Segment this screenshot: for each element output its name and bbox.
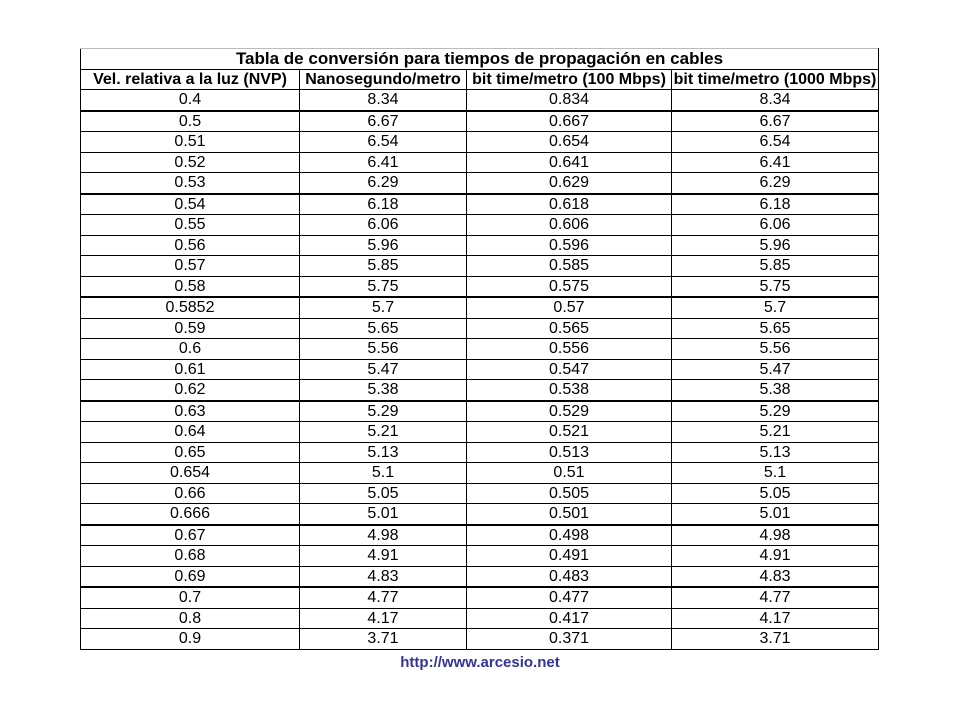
bit-time-100-cell: 0.641 bbox=[467, 152, 672, 173]
bit-time-1000-cell: 5.13 bbox=[672, 442, 879, 463]
ns-per-meter-cell: 5.56 bbox=[300, 339, 467, 360]
ns-per-meter-cell: 5.85 bbox=[300, 256, 467, 277]
bit-time-100-cell: 0.618 bbox=[467, 194, 672, 215]
nvp-cell: 0.56 bbox=[81, 235, 300, 256]
nvp-cell: 0.55 bbox=[81, 215, 300, 236]
table-row bbox=[81, 339, 879, 360]
ns-per-meter-cell: 5.13 bbox=[300, 442, 467, 463]
bit-time-100-cell: 0.371 bbox=[467, 629, 672, 650]
nvp-cell: 0.68 bbox=[81, 546, 300, 567]
bit-time-100-cell: 0.565 bbox=[467, 318, 672, 339]
nvp-cell: 0.65 bbox=[81, 442, 300, 463]
nvp-cell: 0.51 bbox=[81, 132, 300, 153]
bit-time-1000-cell: 5.21 bbox=[672, 422, 879, 443]
ns-per-meter-cell: 4.17 bbox=[300, 608, 467, 629]
bit-time-100-cell: 0.556 bbox=[467, 339, 672, 360]
table-row bbox=[81, 525, 879, 546]
bit-time-100-cell: 0.596 bbox=[467, 235, 672, 256]
table-row bbox=[81, 463, 879, 484]
table-row bbox=[81, 132, 879, 153]
table-title: Tabla de conversión para tiempos de propagación en cables bbox=[81, 49, 879, 70]
bit-time-1000-cell: 6.41 bbox=[672, 152, 879, 173]
bit-time-1000-cell: 4.83 bbox=[672, 566, 879, 587]
nvp-cell: 0.52 bbox=[81, 152, 300, 173]
bit-time-100-cell: 0.606 bbox=[467, 215, 672, 236]
bit-time-100-cell: 0.585 bbox=[467, 256, 672, 277]
bit-time-100-cell: 0.521 bbox=[467, 422, 672, 443]
ns-per-meter-cell: 6.54 bbox=[300, 132, 467, 153]
bit-time-100-cell: 0.529 bbox=[467, 401, 672, 422]
ns-per-meter-cell: 4.91 bbox=[300, 546, 467, 567]
bit-time-1000-cell: 6.29 bbox=[672, 173, 879, 194]
column-header-ns-per-meter: Nanosegundo/metro bbox=[300, 69, 467, 90]
nvp-cell: 0.8 bbox=[81, 608, 300, 629]
bit-time-1000-cell: 4.17 bbox=[672, 608, 879, 629]
bit-time-1000-cell: 5.75 bbox=[672, 276, 879, 297]
nvp-cell: 0.6 bbox=[81, 339, 300, 360]
ns-per-meter-cell: 6.67 bbox=[300, 111, 467, 132]
ns-per-meter-cell: 5.05 bbox=[300, 483, 467, 504]
bit-time-100-cell: 0.538 bbox=[467, 380, 672, 401]
nvp-cell: 0.57 bbox=[81, 256, 300, 277]
table-body bbox=[81, 90, 879, 650]
table-row bbox=[81, 587, 879, 608]
bit-time-100-cell: 0.417 bbox=[467, 608, 672, 629]
table-row bbox=[81, 215, 879, 236]
bit-time-1000-cell: 6.67 bbox=[672, 111, 879, 132]
bit-time-1000-cell: 4.77 bbox=[672, 587, 879, 608]
ns-per-meter-cell: 4.77 bbox=[300, 587, 467, 608]
bit-time-1000-cell: 5.65 bbox=[672, 318, 879, 339]
table-row bbox=[81, 504, 879, 525]
bit-time-100-cell: 0.834 bbox=[467, 90, 672, 111]
nvp-cell: 0.63 bbox=[81, 401, 300, 422]
table-row bbox=[81, 566, 879, 587]
ns-per-meter-cell: 5.21 bbox=[300, 422, 467, 443]
table-row bbox=[81, 276, 879, 297]
nvp-cell: 0.54 bbox=[81, 194, 300, 215]
ns-per-meter-cell: 6.18 bbox=[300, 194, 467, 215]
ns-per-meter-cell: 5.01 bbox=[300, 504, 467, 525]
bit-time-100-cell: 0.57 bbox=[467, 297, 672, 318]
column-header-bit-time-100: bit time/metro (100 Mbps) bbox=[467, 69, 672, 90]
nvp-cell: 0.53 bbox=[81, 173, 300, 194]
bit-time-1000-cell: 4.98 bbox=[672, 525, 879, 546]
ns-per-meter-cell: 6.29 bbox=[300, 173, 467, 194]
ns-per-meter-cell: 4.83 bbox=[300, 566, 467, 587]
bit-time-100-cell: 0.51 bbox=[467, 463, 672, 484]
bit-time-1000-cell: 5.56 bbox=[672, 339, 879, 360]
bit-time-1000-cell: 3.71 bbox=[672, 629, 879, 650]
table-title-row bbox=[81, 49, 879, 70]
bit-time-1000-cell: 5.85 bbox=[672, 256, 879, 277]
bit-time-100-cell: 0.483 bbox=[467, 566, 672, 587]
bit-time-100-cell: 0.505 bbox=[467, 483, 672, 504]
nvp-cell: 0.69 bbox=[81, 566, 300, 587]
nvp-cell: 0.4 bbox=[81, 90, 300, 111]
bit-time-1000-cell: 6.54 bbox=[672, 132, 879, 153]
table-row bbox=[81, 608, 879, 629]
bit-time-100-cell: 0.547 bbox=[467, 359, 672, 380]
nvp-cell: 0.59 bbox=[81, 318, 300, 339]
nvp-cell: 0.67 bbox=[81, 525, 300, 546]
nvp-cell: 0.66 bbox=[81, 483, 300, 504]
bit-time-1000-cell: 5.01 bbox=[672, 504, 879, 525]
bit-time-1000-cell: 5.05 bbox=[672, 483, 879, 504]
ns-per-meter-cell: 8.34 bbox=[300, 90, 467, 111]
table-row bbox=[81, 235, 879, 256]
bit-time-1000-cell: 5.96 bbox=[672, 235, 879, 256]
ns-per-meter-cell: 6.06 bbox=[300, 215, 467, 236]
table-row bbox=[81, 629, 879, 650]
table-row bbox=[81, 111, 879, 132]
nvp-cell: 0.62 bbox=[81, 380, 300, 401]
table-row bbox=[81, 422, 879, 443]
nvp-cell: 0.64 bbox=[81, 422, 300, 443]
ns-per-meter-cell: 5.47 bbox=[300, 359, 467, 380]
nvp-cell: 0.7 bbox=[81, 587, 300, 608]
nvp-cell: 0.5 bbox=[81, 111, 300, 132]
bit-time-100-cell: 0.654 bbox=[467, 132, 672, 153]
bit-time-1000-cell: 4.91 bbox=[672, 546, 879, 567]
bit-time-100-cell: 0.513 bbox=[467, 442, 672, 463]
column-header-nvp: Vel. relativa a la luz (NVP) bbox=[81, 69, 300, 90]
nvp-cell: 0.5852 bbox=[81, 297, 300, 318]
nvp-cell: 0.654 bbox=[81, 463, 300, 484]
bit-time-100-cell: 0.498 bbox=[467, 525, 672, 546]
ns-per-meter-cell: 5.7 bbox=[300, 297, 467, 318]
bit-time-1000-cell: 5.7 bbox=[672, 297, 879, 318]
bit-time-1000-cell: 5.1 bbox=[672, 463, 879, 484]
bit-time-100-cell: 0.491 bbox=[467, 546, 672, 567]
table-row bbox=[81, 401, 879, 422]
table-row bbox=[81, 90, 879, 111]
bit-time-1000-cell: 8.34 bbox=[672, 90, 879, 111]
table-row bbox=[81, 297, 879, 318]
table-header-row bbox=[81, 69, 879, 90]
ns-per-meter-cell: 3.71 bbox=[300, 629, 467, 650]
nvp-cell: 0.58 bbox=[81, 276, 300, 297]
table-row bbox=[81, 256, 879, 277]
bit-time-1000-cell: 5.38 bbox=[672, 380, 879, 401]
ns-per-meter-cell: 5.65 bbox=[300, 318, 467, 339]
table-row bbox=[81, 152, 879, 173]
nvp-cell: 0.9 bbox=[81, 629, 300, 650]
bit-time-1000-cell: 6.06 bbox=[672, 215, 879, 236]
table-row bbox=[81, 194, 879, 215]
bit-time-1000-cell: 5.29 bbox=[672, 401, 879, 422]
ns-per-meter-cell: 5.96 bbox=[300, 235, 467, 256]
table-row bbox=[81, 173, 879, 194]
bit-time-100-cell: 0.667 bbox=[467, 111, 672, 132]
bit-time-100-cell: 0.629 bbox=[467, 173, 672, 194]
nvp-cell: 0.666 bbox=[81, 504, 300, 525]
table-row bbox=[81, 442, 879, 463]
ns-per-meter-cell: 5.29 bbox=[300, 401, 467, 422]
bit-time-100-cell: 0.477 bbox=[467, 587, 672, 608]
bit-time-1000-cell: 5.47 bbox=[672, 359, 879, 380]
nvp-cell: 0.61 bbox=[81, 359, 300, 380]
ns-per-meter-cell: 5.75 bbox=[300, 276, 467, 297]
source-link[interactable]: http://www.arcesio.net bbox=[400, 654, 560, 671]
table-row bbox=[81, 546, 879, 567]
bit-time-1000-cell: 6.18 bbox=[672, 194, 879, 215]
ns-per-meter-cell: 4.98 bbox=[300, 525, 467, 546]
ns-per-meter-cell: 6.41 bbox=[300, 152, 467, 173]
table-row bbox=[81, 483, 879, 504]
table-row bbox=[81, 380, 879, 401]
bit-time-100-cell: 0.501 bbox=[467, 504, 672, 525]
conversion-table bbox=[80, 48, 879, 650]
column-header-bit-time-1000: bit time/metro (1000 Mbps) bbox=[672, 69, 879, 90]
conversion-table-container bbox=[80, 48, 878, 650]
table-row bbox=[81, 359, 879, 380]
ns-per-meter-cell: 5.1 bbox=[300, 463, 467, 484]
bit-time-100-cell: 0.575 bbox=[467, 276, 672, 297]
table-row bbox=[81, 318, 879, 339]
ns-per-meter-cell: 5.38 bbox=[300, 380, 467, 401]
